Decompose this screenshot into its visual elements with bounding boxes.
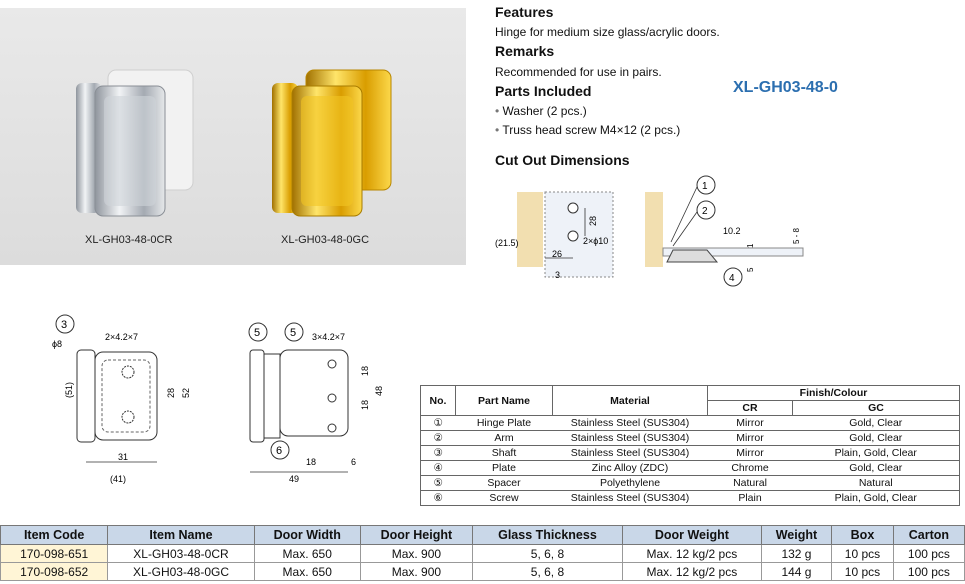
parts-cell: Stainless Steel (SUS304)	[553, 446, 708, 461]
items-cell: 132 g	[761, 545, 831, 563]
parts-row	[421, 461, 960, 476]
parts-cell: Gold, Clear	[793, 461, 960, 476]
drawing-slot-left: 2×4.2×7	[105, 332, 139, 342]
caption-gc: XL-GH03-48-0GC	[281, 234, 370, 246]
parts-cell: Zinc Alloy (ZDC)	[553, 461, 708, 476]
drawing-phi8: ϕ8	[52, 339, 63, 349]
parts-cell: ③	[421, 446, 456, 461]
parts-col-cr: CR	[708, 401, 793, 416]
parts-col-gc: GC	[793, 401, 960, 416]
drawing-dim-31: 31	[118, 452, 129, 462]
drawing-dim-6: 6	[351, 457, 357, 467]
product-code: XL-GH03-48-0	[733, 79, 838, 96]
items-row	[1, 563, 965, 581]
cutout-callout-4: 4	[729, 273, 735, 284]
cutout-callout-1: 1	[702, 181, 708, 192]
parts-item-1: • Washer (2 pcs.)	[495, 104, 587, 118]
features-text: Hinge for medium size glass/acrylic doors.	[495, 25, 720, 39]
remarks-heading: Remarks	[495, 43, 555, 59]
parts-cell: Spacer	[456, 476, 553, 491]
drawing-dim-18c: 18	[306, 457, 317, 467]
items-cell: Max. 650	[254, 545, 360, 563]
hinge-photo-illustration	[0, 8, 466, 265]
technical-drawing	[40, 310, 410, 490]
product-photo	[0, 8, 466, 265]
parts-cell: ⑥	[421, 491, 456, 506]
drawing-dim-48: 48	[374, 385, 384, 396]
drawing-slot-right: 3×4.2×7	[312, 332, 346, 342]
items-row	[1, 545, 965, 563]
items-col-header: Carton	[893, 526, 964, 545]
parts-cell: Hinge Plate	[456, 416, 553, 431]
caption-cr: XL-GH03-48-0CR	[85, 234, 173, 246]
parts-cell: ②	[421, 431, 456, 446]
parts-row	[421, 446, 960, 461]
cutout-dim-10-2: 10.2	[723, 226, 741, 236]
cutout-dim-28: 28	[588, 215, 598, 226]
parts-row	[421, 416, 960, 431]
drawing-dim-28-left: 28	[166, 387, 176, 398]
items-cell: 100 pcs	[893, 563, 964, 581]
items-cell: 100 pcs	[893, 545, 964, 563]
parts-cell: Natural	[708, 476, 793, 491]
parts-cell: Polyethylene	[553, 476, 708, 491]
drawing-dim-49: 49	[289, 474, 300, 484]
parts-heading: Parts Included	[495, 83, 592, 99]
drawing-dim-51: (51)	[64, 381, 74, 398]
items-col-header: Box	[832, 526, 894, 545]
cutout-drawing	[495, 172, 815, 290]
parts-cell: ①	[421, 416, 456, 431]
items-cell: Max. 12 kg/2 pcs	[622, 545, 761, 563]
parts-cell: Gold, Clear	[793, 431, 960, 446]
cutout-dim-5: 5	[746, 267, 755, 272]
items-cell: Max. 12 kg/2 pcs	[622, 563, 761, 581]
parts-col-finish: Finish/Colour	[708, 386, 960, 401]
features-heading: Features	[495, 4, 554, 20]
item-code-cell: 170-098-651	[1, 545, 108, 563]
parts-cell: Stainless Steel (SUS304)	[553, 431, 708, 446]
items-col-header: Item Code	[1, 526, 108, 545]
glass-section	[545, 192, 613, 277]
remarks-text: Recommended for use in pairs.	[495, 65, 662, 79]
parts-table	[420, 385, 960, 506]
items-cell: 144 g	[761, 563, 831, 581]
items-col-header: Door Height	[360, 526, 472, 545]
drawing-callout-6: 6	[276, 445, 283, 457]
cutout-dim-3: 3	[555, 270, 561, 280]
parts-cell: Screw	[456, 491, 553, 506]
items-col-header: Door Width	[254, 526, 360, 545]
parts-col-name: Part Name	[456, 386, 553, 416]
parts-cell: Plate	[456, 461, 553, 476]
cutout-heading: Cut Out Dimensions	[495, 152, 630, 168]
parts-col-material: Material	[553, 386, 708, 416]
items-table	[0, 525, 965, 581]
cutout-dim-26: 26	[552, 249, 563, 259]
parts-cell: Plain, Gold, Clear	[793, 446, 960, 461]
parts-col-no: No.	[421, 386, 456, 416]
parts-row	[421, 491, 960, 506]
items-cell: Max. 900	[360, 545, 472, 563]
parts-row	[421, 476, 960, 491]
items-col-header: Glass Thickness	[472, 526, 622, 545]
parts-cell: Stainless Steel (SUS304)	[553, 416, 708, 431]
parts-cell: ⑤	[421, 476, 456, 491]
parts-item-2: • Truss head screw M4×12 (2 pcs.)	[495, 123, 680, 137]
parts-cell: Stainless Steel (SUS304)	[553, 491, 708, 506]
items-cell: Max. 900	[360, 563, 472, 581]
drawing-callout-5b: 5	[290, 327, 297, 339]
items-cell: 10 pcs	[832, 545, 894, 563]
items-cell: 10 pcs	[832, 563, 894, 581]
drawing-dim-52: 52	[181, 387, 191, 398]
parts-cell: Plain	[708, 491, 793, 506]
cutout-dim-1: 1	[746, 243, 755, 248]
drawing-dim-18b: 18	[360, 399, 370, 410]
cutout-dim-hole: 2×ϕ10	[583, 236, 609, 246]
drawing-callout-5a: 5	[254, 327, 261, 339]
items-col-header: Weight	[761, 526, 831, 545]
cutout-dim-5-8: 5 - 8	[792, 227, 801, 244]
items-col-header: Door Weight	[622, 526, 761, 545]
parts-cell: Shaft	[456, 446, 553, 461]
parts-cell: Chrome	[708, 461, 793, 476]
items-cell: Max. 650	[254, 563, 360, 581]
items-cell: XL-GH03-48-0GC	[108, 563, 254, 581]
item-code-cell: 170-098-652	[1, 563, 108, 581]
items-cell: 5, 6, 8	[472, 545, 622, 563]
items-col-header: Item Name	[108, 526, 254, 545]
drawing-callout-3: 3	[61, 319, 68, 331]
items-cell: 5, 6, 8	[472, 563, 622, 581]
door-frame-section	[517, 192, 543, 267]
parts-cell: ④	[421, 461, 456, 476]
parts-cell: Mirror	[708, 446, 793, 461]
parts-cell: Natural	[793, 476, 960, 491]
parts-cell: Mirror	[708, 416, 793, 431]
cutout-dim-215: (21.5)	[495, 238, 519, 248]
parts-row	[421, 431, 960, 446]
cutout-callout-2: 2	[702, 206, 708, 217]
items-cell: XL-GH03-48-0CR	[108, 545, 254, 563]
drawing-dim-18a: 18	[360, 365, 370, 376]
parts-cell: Plain, Gold, Clear	[793, 491, 960, 506]
parts-cell: Mirror	[708, 431, 793, 446]
drawing-dim-41: (41)	[110, 474, 127, 484]
parts-cell: Gold, Clear	[793, 416, 960, 431]
parts-cell: Arm	[456, 431, 553, 446]
